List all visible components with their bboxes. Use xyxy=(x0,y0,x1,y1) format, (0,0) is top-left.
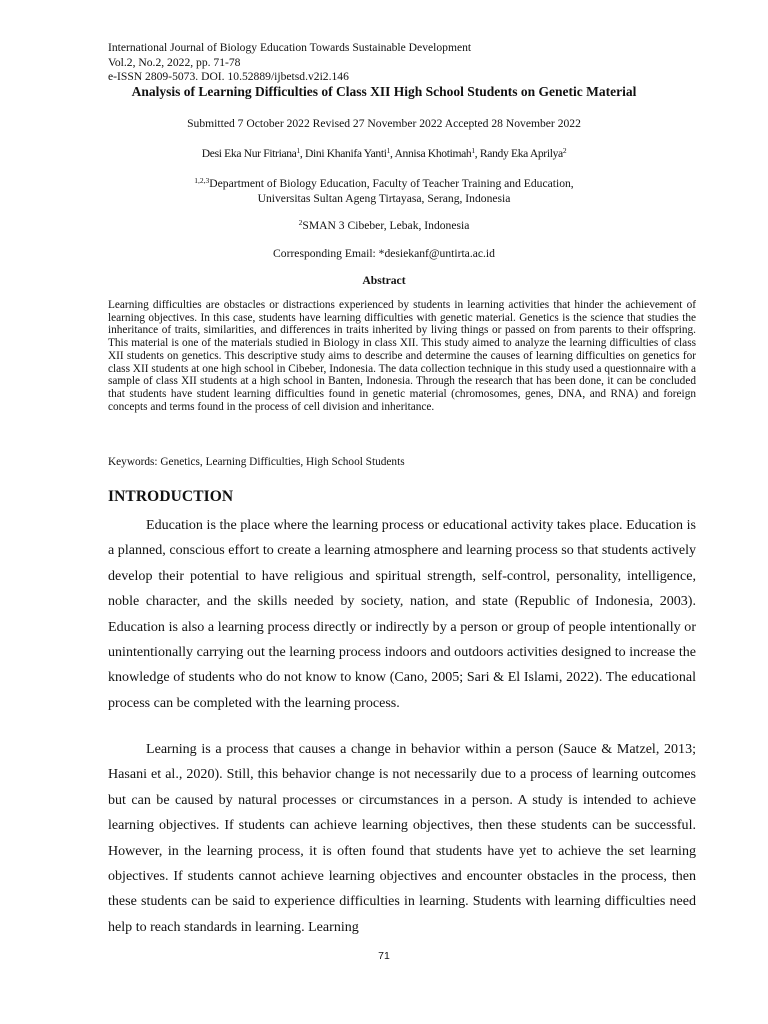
keywords: Keywords: Genetics, Learning Difficulties, High School Students xyxy=(108,456,405,468)
affiliation-mark: 1,2,3 xyxy=(194,176,210,185)
author-affiliation-mark: 2 xyxy=(562,146,567,155)
author-name: Desi Eka Nur Fitriana xyxy=(201,147,297,160)
body-paragraph: Education is the place where the learning process or educational activity takes place. Education is a planned, conscious effort to create a learning atmosphere and learning process so that students actively develop their potential to have religious and spiritual strength, self-control, personality, intelligence, noble character, and the skills needed by society, nation, and state (Republic of Indonesia, 2003). Education is also a learning process directly or indirectly by a person or group of people intentionally or unintentionally carrying out the learning process indoors and outdoors activities designed to increase the knowledge of students who do not know to know (Cano, 2005; Sari & El Islami, 2022). The educational process can be completed with the learning process. xyxy=(108,517,696,711)
affiliation-line: Department of Biology Education, Faculty of Teacher Training and Education, xyxy=(209,177,574,190)
abstract-heading: Abstract xyxy=(362,274,406,287)
affiliation-secondary xyxy=(0,218,768,233)
journal-volume: Vol.2, No.2, 2022, pp. 71-78 xyxy=(108,55,241,69)
author-list xyxy=(0,146,768,161)
author-affiliation-mark: 1 xyxy=(471,146,475,155)
author-affiliation-mark: 1 xyxy=(386,146,391,155)
author-name: Dini Khanifa Yanti xyxy=(305,147,387,160)
page-number: 71 xyxy=(378,950,390,962)
abstract-text: Learning difficulties are obstacles or distractions experienced by students in learning activities that hinder the achievement of learning objectives. In this case, students have learning difficulties with genetic material. Genetics is the science that studies the inheritance of traits, similarities, and differences in traits inherited by living things or passed on from parents to their offspring. This material is one of the materials studied in Biology in class XII. This study aimed to analyze the learning difficulties of class XII students on genetics. This descriptive study aims to describe and determine the causes of learning difficulties on genetics for class XII students at one high school in Cibeber, Indonesia. The data collection technique in this study used a questionnaire with a sample of class XII students at a high school in Banten, Indonesia. Through the research that has been done, it can be concluded that students have student learning difficulties found in genetic material (chromosomes, genes, DNA, and RNA) and foreign concepts and terms found in the process of cell division and inheritance. xyxy=(108,299,696,413)
author-separator: , xyxy=(474,147,480,160)
journal-header xyxy=(108,41,688,85)
section-heading-introduction: INTRODUCTION xyxy=(108,488,234,505)
author-name: Annisa Khotimah xyxy=(394,147,472,160)
journal-name: International Journal of Biology Education Towards Sustainable Development xyxy=(108,41,472,54)
author-affiliation-mark: 1 xyxy=(296,146,300,155)
affiliation-line: SMAN 3 Cibeber, Lebak, Indonesia xyxy=(302,219,470,232)
author-separator: , xyxy=(390,147,395,160)
affiliation-primary xyxy=(0,176,768,206)
affiliation-line: Universitas Sultan Ageng Tirtayasa, Serang, Indonesia xyxy=(257,192,511,205)
journal-issn-doi: e-ISSN 2809-5073. DOI. 10.52889/ijbetsd.v2i2.146 xyxy=(108,70,349,84)
author-separator: , xyxy=(299,147,305,160)
body-paragraph: Learning is a process that causes a change in behavior within a person (Sauce & Matzel, 2013; Hasani et al., 2020). Still, this behavior change is not necessarily due to a process of learning outcomes but can be caused by natural processes or circumstances in a person. A study is intended to achieve learning objectives. If students can achieve learning objectives, then these students can be successful. However, in the learning process, it is often found that students have yet to achieve the set learning objectives. If students cannot achieve learning objectives and encounter obstacles in the process, then these students can be said to experience difficulties in learning. Students with learning difficulties need help to reach standards in learning. Learning xyxy=(108,741,696,935)
author-name: Randy Eka Aprilya xyxy=(479,147,563,160)
affiliation-mark: 2 xyxy=(298,218,303,227)
paper-title: Analysis of Learning Difficulties of Class XII High School Students on Genetic Material xyxy=(131,84,637,99)
corresponding-email: Corresponding Email: *desiekanf@untirta.ac.id xyxy=(273,247,495,260)
submission-dates: Submitted 7 October 2022 Revised 27 November 2022 Accepted 28 November 2022 xyxy=(187,117,581,130)
